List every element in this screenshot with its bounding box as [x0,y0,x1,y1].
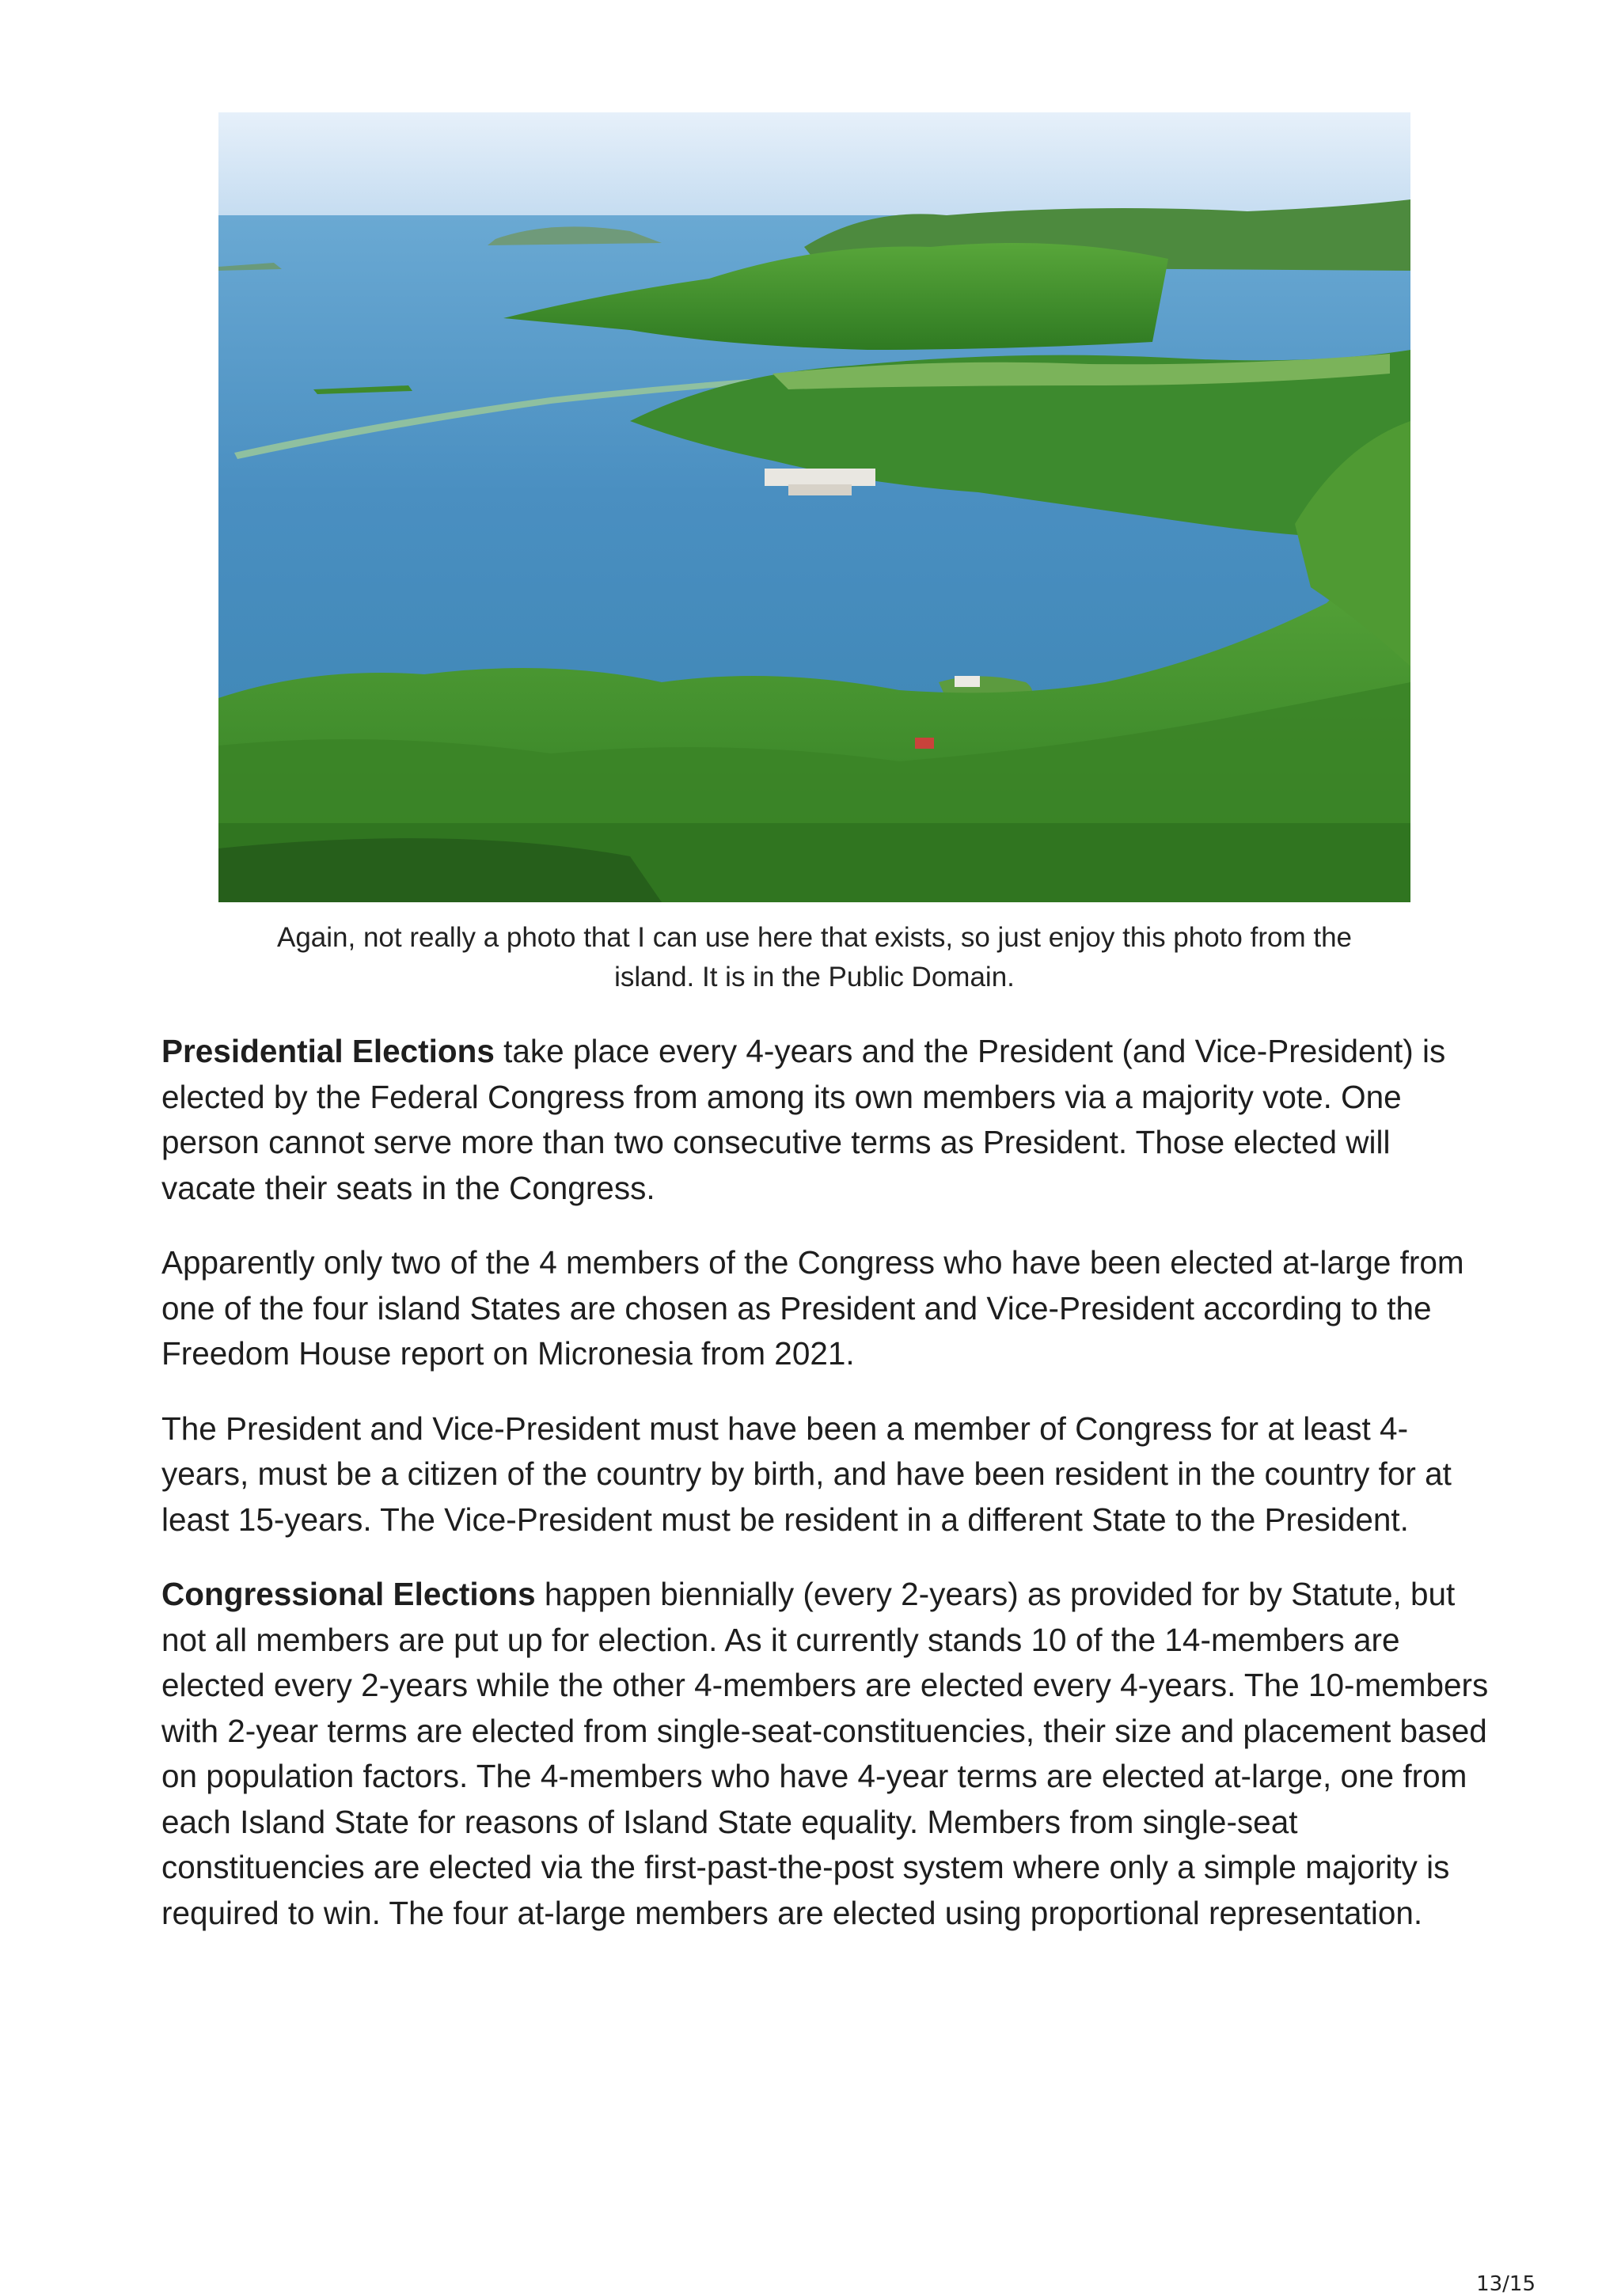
landscape-photo-icon [218,112,1410,902]
island-photo [218,112,1410,902]
heading-presidential-elections: Presidential Elections [161,1033,495,1069]
photo-caption [218,918,1410,997]
paragraph-eligibility [161,1406,1491,1543]
page-number: 13/15 [1476,2272,1536,2296]
caption-line-1: Again, not really a photo that I can use here that exists, so just enjoy this photo from the [276,922,1352,953]
heading-congressional-elections: Congressional Elections [161,1576,536,1612]
caption-line-2: island. It is in the Public Domain. [614,962,1015,992]
paragraph-presidential-elections [161,1029,1491,1211]
paragraph-text: The President and Vice-President must have been a member of Congress for at least 4-years, must be a citizen of the country by birth, and have been resident in the country for at least 15-years. The Vice-President must be resident in a different State to the President. [161,1410,1452,1538]
article-body [161,1029,1491,1965]
paragraph-text: take place every 4-years and the President (and Vice-President) is elected by the Federal Congress from among its own members via a majority vote. One person cannot serve more than two consecutive terms as President. Those elected will vacate their seats in the Congress. [161,1033,1446,1206]
paragraph-freedom-house [161,1240,1491,1377]
paragraph-text: Apparently only two of the 4 members of the Congress who have been elected at-large from one of the four island States are chosen as President and Vice-President according to the Freedom House report on Micronesia from 2021. [161,1244,1464,1372]
paragraph-text: happen biennially (every 2-years) as provided for by Statute, but not all members are put up for election. As it currently stands 10 of the 14-members are elected every 2-years while the other 4-members are elected every 4-years. The 10-members with 2-year terms are elected from single-seat-constituencies, their size and placement based on population factors. The 4-members who have 4-year terms are elected at-large, one from each Island State for reasons of Island State equality. Members from single-seat constituencies are elected via the first-past-the-post system where only a simple majority is required to win. The four at-large members are elected using proportional representation. [161,1576,1489,1931]
paragraph-congressional-elections [161,1572,1491,1936]
